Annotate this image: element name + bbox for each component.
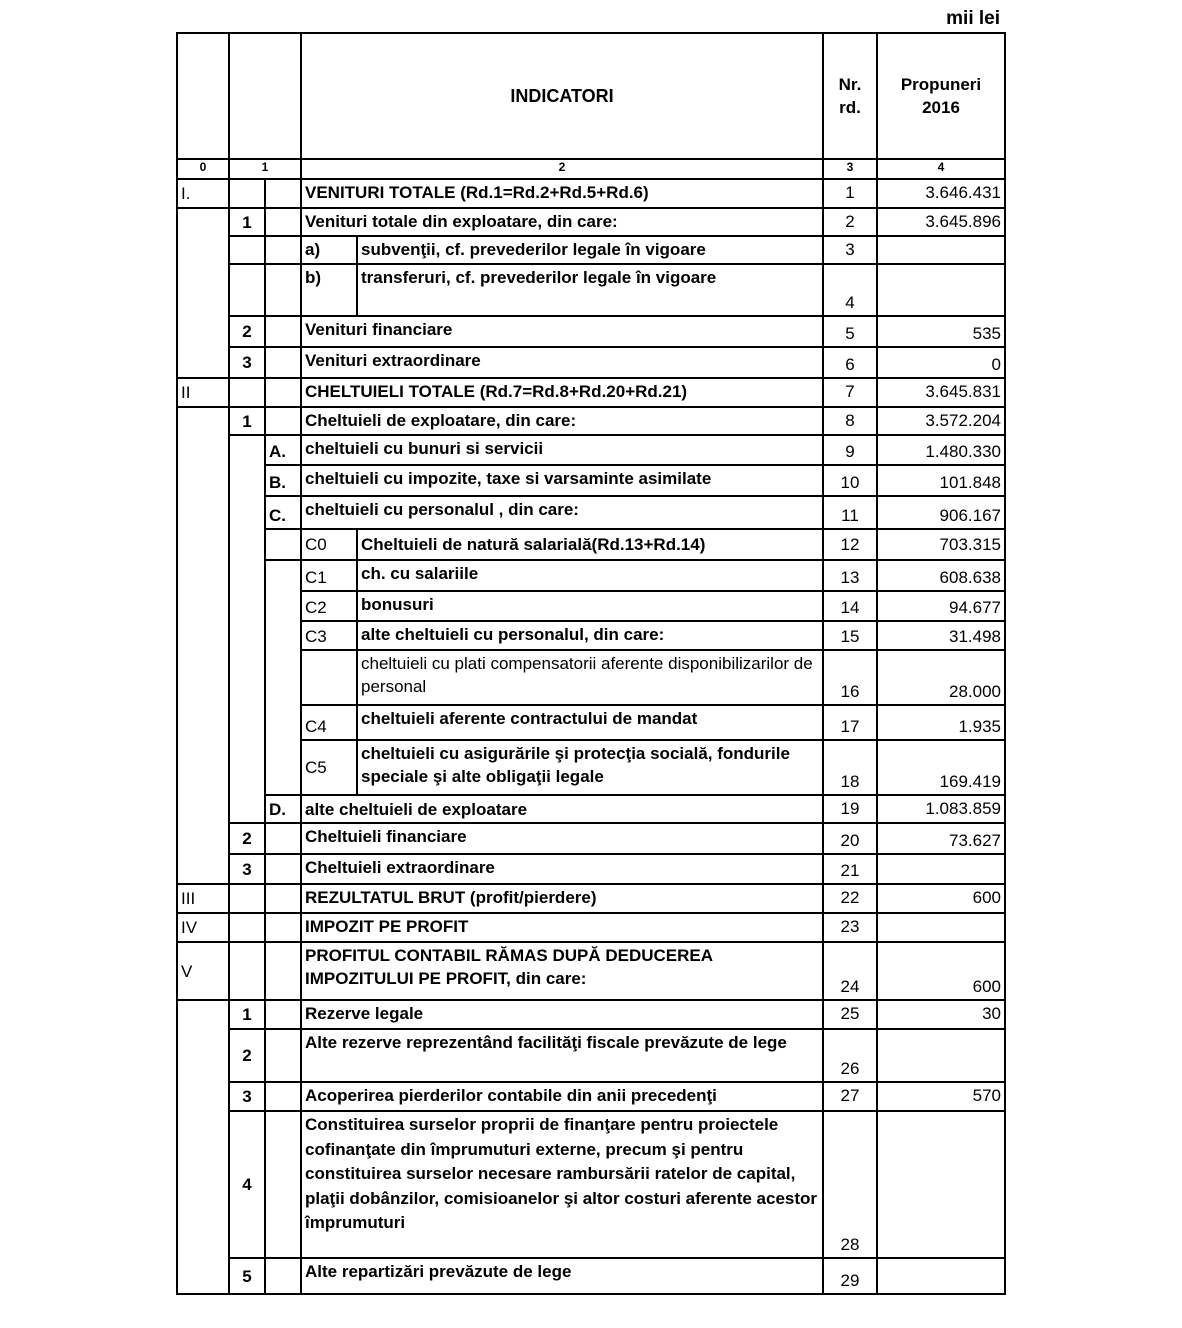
section-roman: III	[177, 884, 229, 913]
row-value	[877, 1111, 1005, 1258]
item-number: 1	[229, 208, 265, 236]
row-value: 31.498	[877, 621, 1005, 650]
item-letter	[265, 1258, 301, 1294]
indicator-label: Venituri financiare	[301, 316, 823, 347]
table-row	[177, 264, 1005, 316]
item-letter	[265, 316, 301, 347]
row-number: 9	[823, 435, 877, 465]
section-roman	[177, 1000, 229, 1294]
item-letter	[265, 1082, 301, 1111]
table-row	[177, 795, 1005, 823]
row-number: 7	[823, 378, 877, 407]
row-value	[877, 854, 1005, 884]
row-value: 1.935	[877, 705, 1005, 740]
indicator-label: transferuri, cf. prevederilor legale în vigoare	[357, 264, 823, 316]
item-number: 3	[229, 854, 265, 884]
header-indicators: INDICATORI	[301, 33, 823, 159]
row-number: 27	[823, 1082, 877, 1111]
row-number: 3	[823, 236, 877, 264]
section-roman: V	[177, 942, 229, 1000]
item-number: 5	[229, 1258, 265, 1294]
indicator-label: cheltuieli cu impozite, taxe si varsaminte asimilate	[301, 465, 823, 496]
table-row	[177, 740, 1005, 795]
table-row	[177, 1111, 1005, 1258]
row-value: 169.419	[877, 740, 1005, 795]
indicator-label: alte cheltuieli de exploatare	[301, 795, 823, 823]
indicator-label: Constituirea surselor proprii de finanţare pentru proiectele cofinanţate din împrumuturi externe, precum şi pentru constituirea surselor necesare rambursării ratelor de capital, plaţii dobânzilor, comisioanelor şi altor costuri aferente acestor împrumuturi	[301, 1111, 823, 1258]
row-value: 73.627	[877, 823, 1005, 854]
row-number: 11	[823, 496, 877, 529]
row-number: 14	[823, 591, 877, 621]
indicator-label: IMPOZIT PE PROFIT	[301, 913, 823, 942]
row-value: 94.677	[877, 591, 1005, 621]
table-row	[177, 378, 1005, 407]
indicator-label: ch. cu salariile	[357, 560, 823, 591]
table-row	[177, 1258, 1005, 1294]
table-row	[177, 1082, 1005, 1111]
row-value	[877, 913, 1005, 942]
table-row	[177, 435, 1005, 465]
item-letter: b)	[301, 264, 357, 316]
indicator-label: cheltuieli cu personalul , din care:	[301, 496, 823, 529]
indicator-label: PROFITUL CONTABIL RĂMAS DUPĂ DEDUCEREA IMPOZITULUI PE PROFIT, din care:	[301, 942, 823, 1000]
indicator-label: subvenţii, cf. prevederilor legale în vigoare	[357, 236, 823, 264]
item-number	[229, 942, 265, 1000]
table-row	[177, 1029, 1005, 1082]
item-letter	[265, 347, 301, 378]
row-number: 12	[823, 529, 877, 560]
row-number: 20	[823, 823, 877, 854]
item-code: C4	[301, 705, 357, 740]
table-row	[177, 854, 1005, 884]
row-value: 600	[877, 884, 1005, 913]
row-number: 15	[823, 621, 877, 650]
row-value: 1.480.330	[877, 435, 1005, 465]
item-letter	[265, 854, 301, 884]
col-index: 0	[177, 159, 229, 179]
table-row	[177, 884, 1005, 913]
row-number: 29	[823, 1258, 877, 1294]
item-number	[229, 435, 265, 823]
table-row	[177, 621, 1005, 650]
item-letter	[265, 407, 301, 435]
item-blank	[265, 236, 301, 264]
indicator-label: Alte repartizări prevăzute de lege	[301, 1258, 823, 1294]
indicator-label: Cheltuieli de natură salarială(Rd.13+Rd.14)	[357, 529, 823, 560]
table-row	[177, 236, 1005, 264]
table-row	[177, 942, 1005, 1000]
row-value: 570	[877, 1082, 1005, 1111]
table-row	[177, 705, 1005, 740]
item-number: 1	[229, 1000, 265, 1029]
row-value: 535	[877, 316, 1005, 347]
item-code: C3	[301, 621, 357, 650]
row-number: 2	[823, 208, 877, 236]
row-value: 28.000	[877, 650, 1005, 705]
indicator-label: Venituri totale din exploatare, din care:	[301, 208, 823, 236]
section-roman	[177, 407, 229, 884]
col-index: 2	[301, 159, 823, 179]
item-number: 2	[229, 823, 265, 854]
item-code: C0	[301, 529, 357, 560]
row-number: 25	[823, 1000, 877, 1029]
table-row	[177, 496, 1005, 529]
row-number: 17	[823, 705, 877, 740]
indicator-label: Acoperirea pierderilor contabile din anii precedenţi	[301, 1082, 823, 1111]
header-proposal: Propuneri 2016	[877, 33, 1005, 159]
row-number: 23	[823, 913, 877, 942]
indicator-label: Alte rezerve reprezentând facilităţi fiscale prevăzute de lege	[301, 1029, 823, 1082]
section-roman: I.	[177, 179, 229, 208]
col-index: 1	[229, 159, 301, 179]
section-roman	[177, 208, 229, 378]
indicator-label: cheltuieli cu asigurările şi protecţia socială, fondurile speciale şi alte obligaţii legale	[357, 740, 823, 795]
row-value: 1.083.859	[877, 795, 1005, 823]
item-letter: a)	[301, 236, 357, 264]
row-value: 101.848	[877, 465, 1005, 496]
indicator-label: CHELTUIELI TOTALE (Rd.7=Rd.8+Rd.20+Rd.21)	[301, 378, 823, 407]
row-number: 13	[823, 560, 877, 591]
row-number: 26	[823, 1029, 877, 1082]
item-letter: A.	[265, 435, 301, 465]
row-number: 10	[823, 465, 877, 496]
item-code: C1	[301, 560, 357, 591]
indicator-label: VENITURI TOTALE (Rd.1=Rd.2+Rd.5+Rd.6)	[301, 179, 823, 208]
header-row	[177, 33, 1005, 159]
item-letter	[265, 529, 301, 560]
indicator-label: REZULTATUL BRUT (profit/pierdere)	[301, 884, 823, 913]
item-letter: D.	[265, 795, 301, 823]
item-code: C5	[301, 740, 357, 795]
row-number: 4	[823, 264, 877, 316]
indicator-label: cheltuieli cu bunuri si servicii	[301, 435, 823, 465]
indicator-label: Rezerve legale	[301, 1000, 823, 1029]
indicator-label: alte cheltuieli cu personalul, din care:	[357, 621, 823, 650]
item-letter: C.	[265, 496, 301, 529]
row-number: 18	[823, 740, 877, 795]
row-value: 600	[877, 942, 1005, 1000]
item-number: 2	[229, 1029, 265, 1082]
table-row	[177, 913, 1005, 942]
row-number: 16	[823, 650, 877, 705]
row-value	[877, 264, 1005, 316]
row-value: 0	[877, 347, 1005, 378]
row-value: 3.645.831	[877, 378, 1005, 407]
row-value	[877, 236, 1005, 264]
row-value: 703.315	[877, 529, 1005, 560]
item-letter	[265, 378, 301, 407]
item-letter	[265, 1111, 301, 1258]
item-number	[229, 264, 265, 316]
row-value: 30	[877, 1000, 1005, 1029]
table-row	[177, 316, 1005, 347]
row-number: 24	[823, 942, 877, 1000]
indicator-label: Cheltuieli de exploatare, din care:	[301, 407, 823, 435]
item-number: 3	[229, 1082, 265, 1111]
section-roman: II	[177, 378, 229, 407]
col-index: 3	[823, 159, 877, 179]
row-value: 608.638	[877, 560, 1005, 591]
indicator-label: Cheltuieli extraordinare	[301, 854, 823, 884]
item-number: 2	[229, 316, 265, 347]
row-value	[877, 1029, 1005, 1082]
table-row	[177, 591, 1005, 621]
row-value: 3.646.431	[877, 179, 1005, 208]
item-number: 3	[229, 347, 265, 378]
table-row	[177, 179, 1005, 208]
table-row	[177, 529, 1005, 560]
table-row	[177, 1000, 1005, 1029]
item-letter	[265, 884, 301, 913]
item-letter	[265, 208, 301, 236]
header-row-no: Nr. rd.	[823, 33, 877, 159]
item-number: 1	[229, 407, 265, 435]
item-letter	[265, 179, 301, 208]
table-row	[177, 347, 1005, 378]
item-blank	[265, 264, 301, 316]
row-number: 19	[823, 795, 877, 823]
item-letter	[265, 913, 301, 942]
indicator-label: cheltuieli cu plati compensatorii aferente disponibilizarilor de personal	[357, 650, 823, 705]
row-number: 6	[823, 347, 877, 378]
indicator-label: Venituri extraordinare	[301, 347, 823, 378]
row-number: 28	[823, 1111, 877, 1258]
table-row	[177, 823, 1005, 854]
item-number	[229, 913, 265, 942]
row-value: 906.167	[877, 496, 1005, 529]
indicator-label: bonusuri	[357, 591, 823, 621]
row-number: 22	[823, 884, 877, 913]
item-letter	[265, 560, 301, 795]
item-letter	[265, 823, 301, 854]
item-letter: B.	[265, 465, 301, 496]
row-value: 3.572.204	[877, 407, 1005, 435]
table-row	[177, 560, 1005, 591]
unit-label: mii lei	[946, 8, 1000, 29]
indicator-label: cheltuieli aferente contractului de mandat	[357, 705, 823, 740]
item-number	[229, 236, 265, 264]
item-code: C2	[301, 591, 357, 621]
column-index-row	[177, 159, 1005, 179]
item-letter	[265, 1000, 301, 1029]
table-row	[177, 650, 1005, 705]
col-index: 4	[877, 159, 1005, 179]
item-letter	[265, 1029, 301, 1082]
item-letter	[265, 942, 301, 1000]
item-code	[301, 650, 357, 705]
section-roman: IV	[177, 913, 229, 942]
indicators-table	[176, 32, 1006, 1295]
table-row	[177, 465, 1005, 496]
row-number: 5	[823, 316, 877, 347]
item-number	[229, 884, 265, 913]
item-number: 4	[229, 1111, 265, 1258]
item-number	[229, 179, 265, 208]
row-value	[877, 1258, 1005, 1294]
table-row	[177, 407, 1005, 435]
indicator-label: Cheltuieli financiare	[301, 823, 823, 854]
row-value: 3.645.896	[877, 208, 1005, 236]
item-number	[229, 378, 265, 407]
row-number: 8	[823, 407, 877, 435]
table-row	[177, 208, 1005, 236]
row-number: 21	[823, 854, 877, 884]
row-number: 1	[823, 179, 877, 208]
